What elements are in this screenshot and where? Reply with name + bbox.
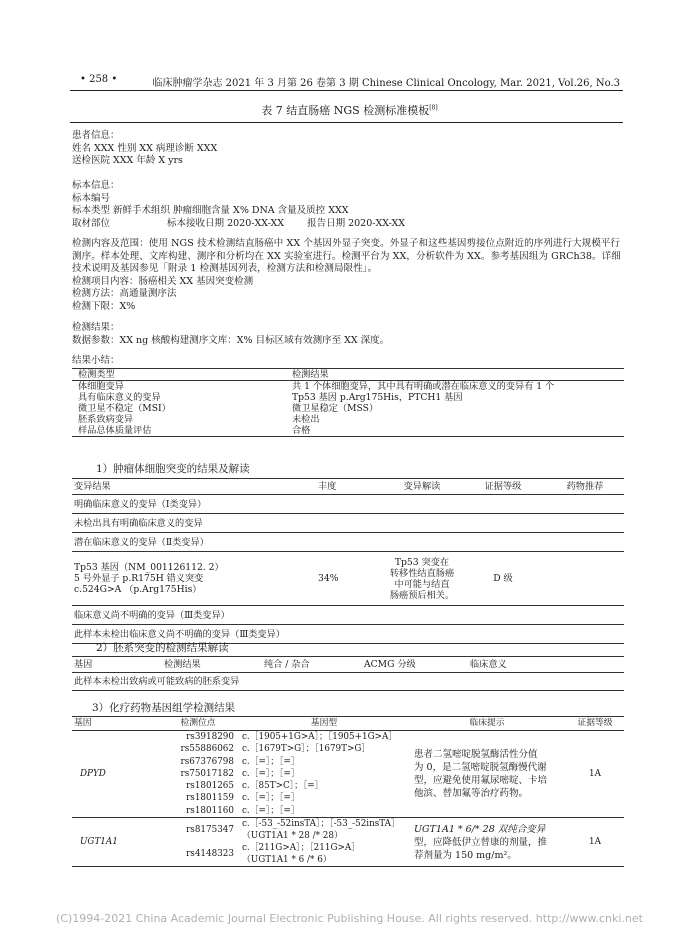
- patient-line-2: 送检医院 XXX 年龄 X yrs: [72, 155, 183, 166]
- somatic-row-text: 此样本未检出临床意义尚不明确的变异（Ⅲ类变异）: [74, 628, 285, 640]
- germline-col: 基因: [74, 659, 93, 670]
- pgx-ugt-row: [72, 818, 624, 867]
- pgx-hint-line: 荐剂量为 150 mg/m²。: [414, 849, 517, 861]
- variant-line: 5 号外显子 p.R175H 错义突变: [74, 573, 204, 584]
- somatic-col: 丰度: [318, 481, 337, 492]
- pgx-hint: [408, 731, 566, 818]
- pgx-col: 基因: [74, 718, 92, 728]
- table-title-text: 表 7 结直肠癌 NGS 检测标准模板: [261, 104, 430, 117]
- pgx-genotype: c.［1905+1G>A］；［1905+1G>A］: [242, 732, 398, 742]
- somatic-heading: 1）肿瘤体细胞突变的结果及解读: [96, 463, 250, 475]
- germline-col: 纯合 / 杂合: [264, 659, 310, 670]
- interp-line: Tp53 突变在: [394, 556, 450, 568]
- germline-col: 临床意义: [470, 659, 507, 670]
- pgx-site: rs1801159: [186, 793, 234, 804]
- pgx-genotype: c.［85T>C］；［=］: [242, 781, 324, 792]
- somatic-row-text: 未检出具有明确临床意义的变异: [74, 517, 203, 529]
- pgx-level: 1A: [589, 836, 601, 847]
- summary-result: 共 1 个体细胞变异，其中具有明确或潜在临床意义的变异有 1 个: [292, 381, 555, 392]
- germline-table: [72, 656, 624, 691]
- pgx-genotypes: [240, 818, 408, 867]
- method-section: [72, 238, 624, 313]
- pgx-heading: 3）化疗药物基因组学检测结果: [92, 702, 236, 714]
- germline-col: ACMG 分级: [364, 659, 416, 670]
- somatic-row-text: 临床意义尚不明确的变异（Ⅲ类变异）: [74, 609, 230, 621]
- pgx-hint-line: 型，应避免使用氟尿嘧啶、卡培: [414, 775, 548, 787]
- pgx-table: [72, 716, 624, 867]
- patient-info: [72, 130, 217, 168]
- page-number: • 258 •: [80, 74, 118, 85]
- specimen-heading: 标本信息：: [72, 180, 120, 191]
- pgx-hint-line: 他滨、替加氟等治疗药物。: [414, 788, 529, 800]
- pgx-genotype: c.［-53_-52insTA］；［-53_-52insTA］: [242, 819, 400, 830]
- summary-heading: 结果小结：: [72, 355, 120, 366]
- patient-heading: 患者信息：: [72, 130, 120, 141]
- somatic-header-row: [72, 479, 624, 495]
- specimen-site: 取材部位: [72, 217, 111, 229]
- table-title: [0, 102, 699, 118]
- results-heading: 检测结果：: [72, 322, 120, 333]
- pgx-col: 检测位点: [180, 718, 216, 728]
- method-paragraph: 检测内容及范围：使用 NGS 技术检测结直肠癌中 XX 个基因外显子突变。外显子和这些基因剪接位点附近的序列进行大规模平行测序。样本处理、文库构建、测序和分析均在 XX 实验室进行。检测平台为 XX，分析软件为 XX。参考基因组为 GRCh38。详细技术说明及基因参见「附录 1 检测基因列表，检测方法和检测局限性」。: [72, 238, 621, 274]
- somatic-row-text: 潜在临床意义的变异（Ⅱ类变异）: [74, 536, 209, 548]
- pgx-site: rs8175347: [186, 825, 234, 836]
- germline-heading: 2）胚系突变的检测结果解读: [96, 642, 229, 654]
- interp-line: 转移性结直肠癌: [389, 567, 455, 579]
- pgx-hint-line: UGT1A1 * 6/* 28 双纯合变异: [414, 823, 546, 835]
- method-item: 检测项目内容：肠癌相关 XX 基因突变检测: [72, 275, 254, 287]
- pgx-genotype: c.［=］；［=］: [242, 768, 300, 779]
- pgx-site: rs1801265: [186, 781, 234, 792]
- journal-info: 临床肿瘤学杂志 2021 年 3 月第 26 卷第 3 期 Chinese Clinical Oncology, Mar. 2021, Vol.26, No.3: [152, 78, 620, 89]
- pgx-site: rs4148323: [186, 849, 234, 860]
- pgx-gene: DPYD: [80, 768, 106, 779]
- summary-type: 样品总体质量评估: [78, 425, 152, 436]
- pgx-genotype: c.［211G>A］；［211G>A］: [242, 843, 360, 854]
- pgx-genotype: c.［1679T>G］；［1679T>G］: [242, 744, 371, 755]
- germline-row: [72, 673, 624, 691]
- summary-col-result: 检测结果: [292, 369, 329, 380]
- method-approach: 检测方法：高通量测序法: [72, 288, 177, 299]
- somatic-col: 药物推荐: [566, 481, 604, 492]
- summary-header-row: [72, 369, 624, 381]
- somatic-col: 变异解读: [403, 481, 441, 492]
- summary-result: Tp53 基因 p.Arg175His，PTCH1 基因: [292, 392, 463, 403]
- patient-line-1: 姓名 XXX 性别 XX 病理诊断 XXX: [72, 142, 218, 154]
- summary-type: 体细胞变异: [78, 381, 124, 392]
- germline-row-text: 此样本未检出致病或可能致病的胚系变异: [74, 676, 240, 687]
- summary-result: 微卫星稳定（MSS）: [292, 403, 379, 414]
- pgx-site: rs75017182: [180, 768, 234, 779]
- interp-cell: [384, 552, 460, 606]
- pgx-genotype: c.［=］；［=］: [242, 805, 300, 816]
- interp-line: 肠癌预后相关。: [389, 589, 455, 601]
- variant-line: Tp53 基因（NM_001126112. 2）: [74, 562, 224, 573]
- pgx-hint-line: 为 0，是二氢嘧啶脱氢酶慢代谢: [414, 762, 547, 774]
- pgx-level: 1A: [589, 768, 601, 779]
- pgx-genotype: c.［=］；［=］: [242, 756, 300, 767]
- pgx-dpyd-row: [72, 731, 624, 818]
- specimen-info: [72, 180, 405, 230]
- summary-row: [72, 414, 624, 425]
- summary-row: [72, 392, 624, 403]
- somatic-row: [72, 514, 624, 533]
- pgx-hint-line: 患者二氢嘧啶脱氢酶活性分值: [414, 749, 538, 761]
- summary-type: 胚系致病变异: [78, 414, 134, 425]
- copyright-footer: (C)1994-2021 China Academic Journal Electronic Publishing House. All rights reserved. http://www.cnki.net: [56, 912, 643, 925]
- specimen-line-3: [72, 218, 405, 231]
- pgx-hint-line: 型，应降低伊立替康的剂量，推: [414, 836, 548, 848]
- pgx-site: rs55886062: [180, 744, 234, 755]
- summary-row: [72, 381, 624, 393]
- drug-cell: [546, 552, 624, 606]
- pgx-sites: [156, 731, 240, 818]
- somatic-row-text: 明确临床意义的变异（Ⅰ类变异）: [74, 498, 207, 510]
- pgx-sites: [156, 818, 240, 867]
- pgx-site: rs3918290: [186, 732, 234, 742]
- title-rule: [70, 122, 623, 123]
- pgx-hint: [408, 818, 566, 867]
- evidence-cell: D 级: [493, 573, 513, 584]
- pgx-header-row: [72, 717, 624, 731]
- results-params: 数据参数：XX ng 核酸构建测序文库：X% 目标区域有效测序至 XX 深度。: [72, 334, 390, 346]
- pgx-site: rs1801160: [186, 805, 234, 816]
- variant-cell: [72, 552, 316, 606]
- specimen-received: 标本接收日期 2020-XX-XX: [167, 217, 285, 229]
- pgx-genotype: c.［=］；［=］: [242, 793, 300, 804]
- summary-result: 合格: [292, 425, 311, 436]
- table-title-ref: [8]: [429, 104, 438, 112]
- method-limit: 检测下限：X%: [72, 300, 136, 312]
- specimen-line-1: 标本编号: [72, 192, 111, 204]
- pgx-gene: UGT1A1: [80, 836, 118, 847]
- somatic-col: 证据等级: [484, 481, 522, 492]
- germline-col: 检测结果: [164, 659, 201, 670]
- summary-col-type: 检测类型: [78, 369, 115, 380]
- interp-line: 中可能与结直: [394, 578, 450, 590]
- pgx-genotypes: [240, 731, 408, 818]
- pgx-col: 临床提示: [469, 718, 505, 728]
- summary-table: [72, 368, 624, 437]
- somatic-col: 变异结果: [74, 481, 111, 492]
- specimen-line-2: 标本类型 新鲜手术组织 肿瘤细胞含量 X% DNA 含量及质控 XXX: [72, 205, 349, 216]
- somatic-row: [72, 533, 624, 552]
- somatic-variant-row: [72, 552, 624, 606]
- germline-header-row: [72, 657, 624, 673]
- somatic-row: [72, 495, 624, 514]
- somatic-table: [72, 478, 624, 644]
- summary-type: 微卫星不稳定（MSI）: [78, 403, 171, 414]
- summary-row: [72, 425, 624, 437]
- pgx-site: rs67376798: [180, 756, 234, 767]
- pgx-col: 证据等级: [577, 718, 613, 728]
- variant-line: c.524G>A （p.Arg175His）: [74, 584, 202, 595]
- summary-result: 未检出: [292, 414, 320, 425]
- abundance-cell: 34%: [318, 573, 339, 584]
- somatic-row: [72, 606, 624, 625]
- header-rule: [70, 90, 623, 91]
- pgx-genotype: （UGT1A1 * 28 /* 28）: [242, 831, 343, 842]
- pgx-col: 基因型: [310, 718, 338, 728]
- specimen-report-date: 报告日期 2020-XX-XX: [307, 217, 406, 229]
- pgx-genotype: （UGT1A1 * 6 /* 6）: [242, 855, 332, 866]
- summary-type: 具有临床意义的变异: [78, 392, 161, 403]
- summary-row: [72, 403, 624, 414]
- results-section: [72, 322, 389, 347]
